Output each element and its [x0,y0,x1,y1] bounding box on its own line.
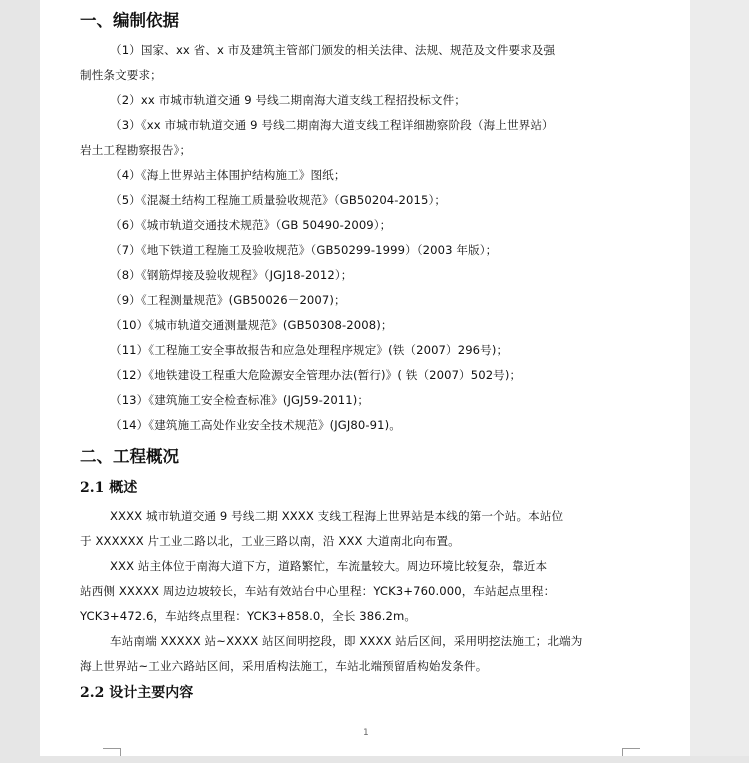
margin-mark [120,748,121,756]
section-heading-overview: 二、工程概况 [80,447,179,466]
basis-item: （4）《海上世界站主体围护结构施工》图纸； [110,168,346,182]
basis-item: （11）《工程施工安全事故报告和应急处理程序规定》(铁（2007）296号)； [110,343,509,357]
subsection-heading-summary: 2.1 概述 [80,480,138,496]
basis-item: （8）《钢筋焊接及验收规程》（JGJ18-2012）； [110,268,353,282]
overview-paragraph: XXXX 城市轨道交通 9 号线二期 XXXX 支线工程海上世界站是本线的第一个站。本站位 [110,509,564,523]
basis-item: （12）《地铁建设工程重大危险源安全管理办法(暂行)》( 铁（2007）502号)； [110,368,522,382]
margin-mark [622,748,623,756]
overview-paragraph-cont: 海上世界站~工业六路站区间，采用盾构法施工，车站北端预留盾构始发条件。 [80,659,488,673]
overview-paragraph-cont: 站西侧 XXXXX 周边边坡较长，车站有效站台中心里程：YCK3+760.000，车站起点里程： [80,584,556,598]
basis-item: （2）xx 市城市轨道交通 9 号线二期南海大道支线工程招投标文件； [110,93,466,107]
overview-paragraph-cont: 于 XXXXXX 片工业二路以北，工业三路以南，沿 XXX 大道南北向布置。 [80,534,460,548]
subsection-heading-design: 2.2 设计主要内容 [80,685,194,701]
section-heading-basis: 一、编制依据 [80,11,179,30]
basis-item: （9）《工程测量规范》(GB50026－2007)； [110,293,346,307]
basis-item: （7）《地下铁道工程施工及验收规范》（GB50299-1999）（2003 年版）； [110,243,498,257]
basis-item: （13）《建筑施工安全检查标准》(JGJ59-2011)； [110,393,370,407]
basis-item: （1）国家、xx 省、x 市及建筑主管部门颁发的相关法律、法规、规范及文件要求及强 [110,43,556,57]
basis-item: （5）《混凝土结构工程施工质量验收规范》（GB50204-2015）； [110,193,447,207]
overview-paragraph: 车站南端 XXXXX 站~XXXX 站区间明挖段，即 XXXX 站后区间，采用明挖法施工；北端为 [110,634,583,648]
scroll-gutter [690,0,749,756]
basis-item-cont: 岩土工程勘察报告》； [80,143,192,157]
page-number: 1 [363,728,369,738]
basis-item: （3）《xx 市城市轨道交通 9 号线二期南海大道支线工程详细勘察阶段（海上世界站） [110,118,554,132]
basis-item: （10）《城市轨道交通测量规范》(GB50308-2008)； [110,318,393,332]
basis-item: （14）《建筑施工高处作业安全技术规范》(JGJ80-91)。 [110,418,401,432]
document-content [80,6,600,707]
overview-paragraph: XXX 站主体位于南海大道下方，道路繁忙，车流量较大。周边环境比较复杂，靠近本 [110,559,548,573]
overview-paragraph-cont: YCK3+472.6，车站终点里程：YCK3+858.0，全长 386.2m。 [80,609,417,623]
basis-item: （6）《城市轨道交通技术规范》（GB 50490-2009）； [110,218,392,232]
basis-item-cont: 制性条文要求； [80,68,162,82]
